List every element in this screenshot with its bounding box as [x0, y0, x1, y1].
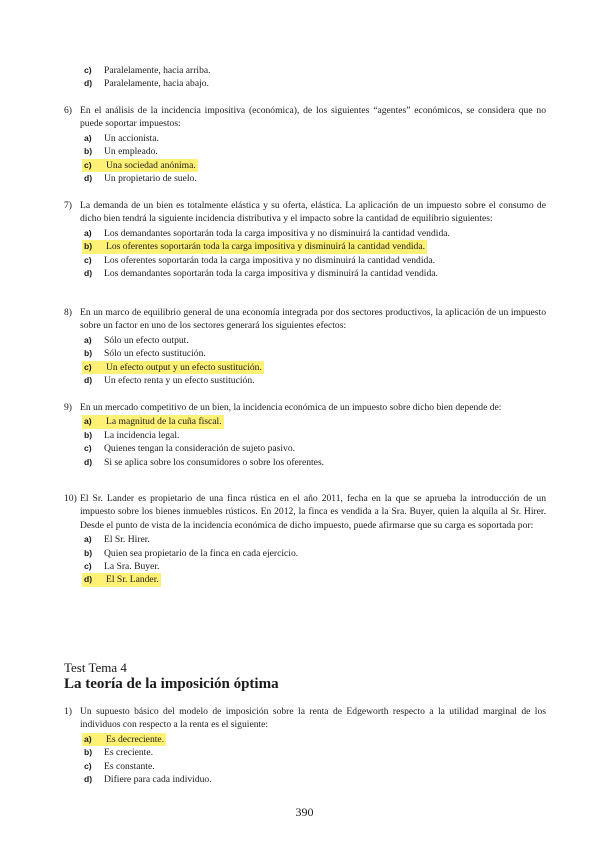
option-b: b) Sólo un efecto sustitución. [84, 348, 206, 360]
option-d: d) Un efecto renta y un efecto sustitución. [84, 374, 255, 386]
option-d-highlighted: d) El Sr. Lander. [84, 574, 159, 586]
option-a: a) Los demandantes soportarán toda la carga impositiva y no disminuirá la cantidad vendida. [84, 227, 450, 239]
question-number: 1) [64, 706, 72, 717]
option-b: b) La incidencia legal. [84, 429, 180, 441]
option-d: d) Difiere para cada individuo. [84, 773, 212, 785]
question-number: 9) [64, 402, 72, 413]
question-text: En el análisis de la incidencia impositiva (económica), de los siguientes “agentes” económicos, se considera que no puede soportar impuestos: [80, 105, 546, 130]
question-number: 7) [64, 200, 72, 211]
option-d: d) Los demandantes soportarán toda la carga impositiva y disminuirá la cantidad vendida. [84, 267, 438, 279]
question-number: 6) [64, 105, 72, 116]
option-c: c) Quienes tengan la consideración de sujeto pasivo. [84, 443, 296, 455]
question-number: 8) [64, 307, 72, 318]
question-text: En un mercado competitivo de un bien, la incidencia económica de un impuesto sobre dicho bien depende de: [80, 402, 502, 413]
section-label: Test Tema 4 [64, 660, 127, 675]
option-c-highlighted: c) Una sociedad anónima. [84, 159, 196, 171]
option-d: d) Si se aplica sobre los consumidores o sobre los oferentes. [84, 456, 325, 468]
option-d: d) Un propietario de suelo. [84, 172, 197, 184]
question-6 [64, 104, 546, 185]
option-b: b) Quien sea propietario de la finca en cada ejercicio. [84, 547, 299, 559]
question-text: Un supuesto básico del modelo de imposición sobre la renta de Edgeworth respecto a la utilidad marginal de los individuos con respecto a la renta es el siguiente: [80, 706, 546, 731]
question-7 [64, 199, 546, 280]
question-text: El Sr. Lander es propietario de una finca rústica en el año 2011, fecha en la que se aprueba la introducción de un impuesto sobre los bienes inmuebles rústicos. En 2012, la finca es vendida a la Sra. Buyer, quien la alquila al Sr. Hirer. Desde el punto de vista de la incidencia económica de dicho impuesto, puede afirmarse que su carga es soportada por: [80, 493, 546, 531]
page-number: 390 [295, 805, 314, 819]
tema4-question-1 [64, 705, 546, 786]
option-c: c) La Sra. Buyer. [84, 561, 160, 572]
question-text: En un marco de equilibrio general de una economía integrada por dos sectores productivos, la aplicación de un impuesto sobre un factor en uno de los sectores generará los siguientes efectos: [80, 307, 546, 332]
question-9 [64, 401, 546, 469]
previous-question-options [64, 63, 546, 91]
option-b: b) Un empleado. [84, 146, 158, 158]
question-8 [64, 306, 546, 387]
question-number: 10) [64, 493, 77, 504]
option-b: b) Es creciente. [84, 747, 154, 759]
option-a: a) Sólo un efecto output. [84, 334, 189, 346]
option-b-highlighted: b) Los oferentes soportarán toda la carga impositiva y disminuirá la cantidad vendida. [84, 241, 425, 253]
option-c-highlighted: c) Un efecto output y un efecto sustitución. [84, 361, 262, 373]
question-10 [64, 492, 546, 587]
option-a-highlighted: a) Es decreciente. [84, 733, 165, 745]
option-c: c) Los oferentes soportarán toda la carga impositiva y no disminuirá la cantidad vendida. [84, 254, 435, 266]
question-text: La demanda de un bien es totalmente elástica y su oferta, elástica. La aplicación de un impuesto sobre el consumo de dicho bien tendrá la siguiente incidencia distributiva y el impacto sobre la cantidad de equilibrio siguientes: [80, 200, 546, 225]
option-a-highlighted: a) La magnitud de la cuña fiscal. [84, 416, 222, 428]
option-a: a) El Sr. Hirer. [84, 534, 150, 546]
option-c: c) Es constante. [84, 760, 155, 772]
section-title: La teoría de la imposición óptima [64, 676, 279, 692]
option-d: d) Paralelamente, hacia abajo. [84, 78, 209, 90]
option-a: a) Un accionista. [84, 132, 159, 144]
option-c: c) Paralelamente, hacia arriba. [84, 65, 211, 76]
